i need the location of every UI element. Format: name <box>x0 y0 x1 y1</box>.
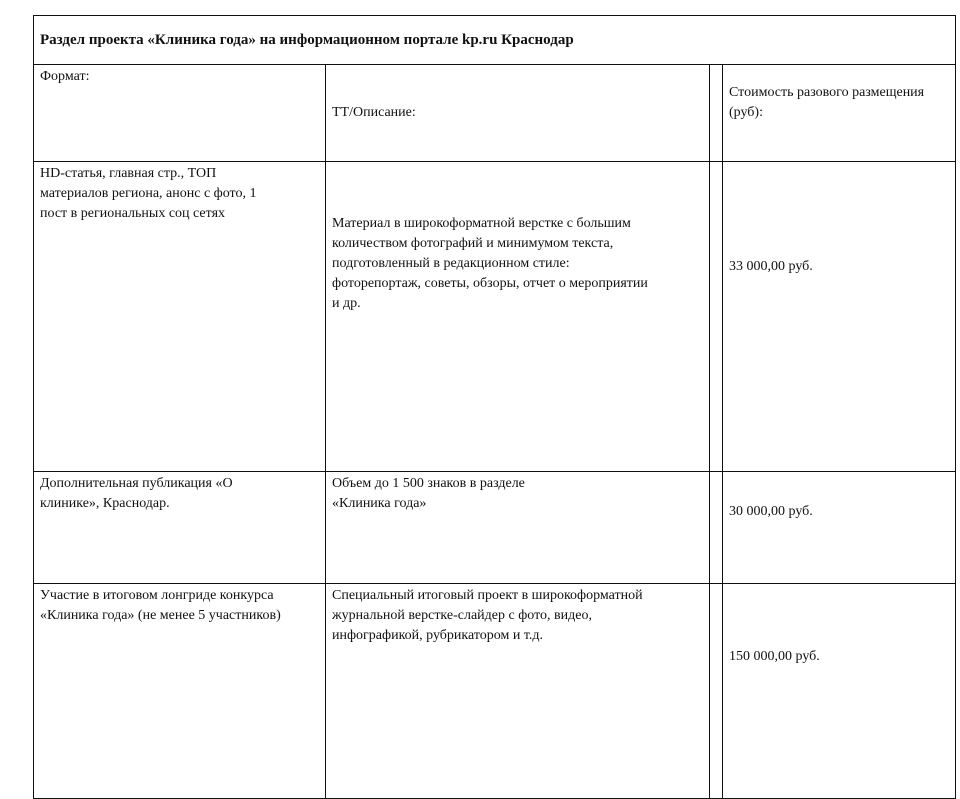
description-cell <box>326 584 710 799</box>
header-price-line: (руб): <box>729 105 763 120</box>
format-cell <box>34 162 326 472</box>
header-description: ТТ/Описание: <box>326 65 710 162</box>
description-line: Специальный итоговый проект в широкоформатной <box>332 588 643 603</box>
description-line: журнальной верстке-слайдер с фото, видео, <box>332 608 592 623</box>
header-price <box>723 65 956 162</box>
price-cell: 33 000,00 руб. <box>723 162 956 472</box>
format-line: «Клиника года» (не менее 5 участников) <box>40 608 281 623</box>
description-line: количеством фотографий и минимумом текста, <box>332 236 614 251</box>
spacer-cell <box>710 472 723 584</box>
format-line: пост в региональных соц сетях <box>40 206 226 221</box>
spacer-cell <box>710 65 723 162</box>
table-title-row <box>34 16 956 65</box>
spacer-cell <box>710 162 723 472</box>
description-line: и др. <box>332 296 361 311</box>
format-line: Участие в итоговом лонгриде конкурса <box>40 588 274 603</box>
description-line: Объем до 1 500 знаков в разделе <box>332 476 525 491</box>
description-cell <box>326 162 710 472</box>
header-price-line: Стоимость разового размещения <box>729 85 925 100</box>
format-cell <box>34 584 326 799</box>
description-line: подготовленный в редакционном стиле: <box>332 256 570 271</box>
table-row <box>34 584 956 799</box>
description-line: Материал в широкоформатной верстке с большим <box>332 216 631 231</box>
format-line: материалов региона, анонс с фото, 1 <box>40 186 257 201</box>
table-row <box>34 472 956 584</box>
price-cell: 150 000,00 руб. <box>723 584 956 799</box>
price-table <box>33 15 956 799</box>
description-line: инфографикой, рубрикатором и т.д. <box>332 628 544 643</box>
format-line: HD-статья, главная стр., ТОП <box>40 166 217 181</box>
table-header-row <box>34 65 956 162</box>
price-cell: 30 000,00 руб. <box>723 472 956 584</box>
table-title: Раздел проекта «Клиника года» на информационном портале kp.ru Краснодар <box>34 16 956 65</box>
header-format: Формат: <box>34 65 326 162</box>
table-row <box>34 162 956 472</box>
format-line: клинике», Краснодар. <box>40 496 170 511</box>
description-line: «Клиника года» <box>332 496 427 511</box>
description-line: фоторепортаж, советы, обзоры, отчет о мероприятии <box>332 276 648 291</box>
format-cell <box>34 472 326 584</box>
description-cell <box>326 472 710 584</box>
spacer-cell <box>710 584 723 799</box>
format-line: Дополнительная публикация «О <box>40 476 233 491</box>
